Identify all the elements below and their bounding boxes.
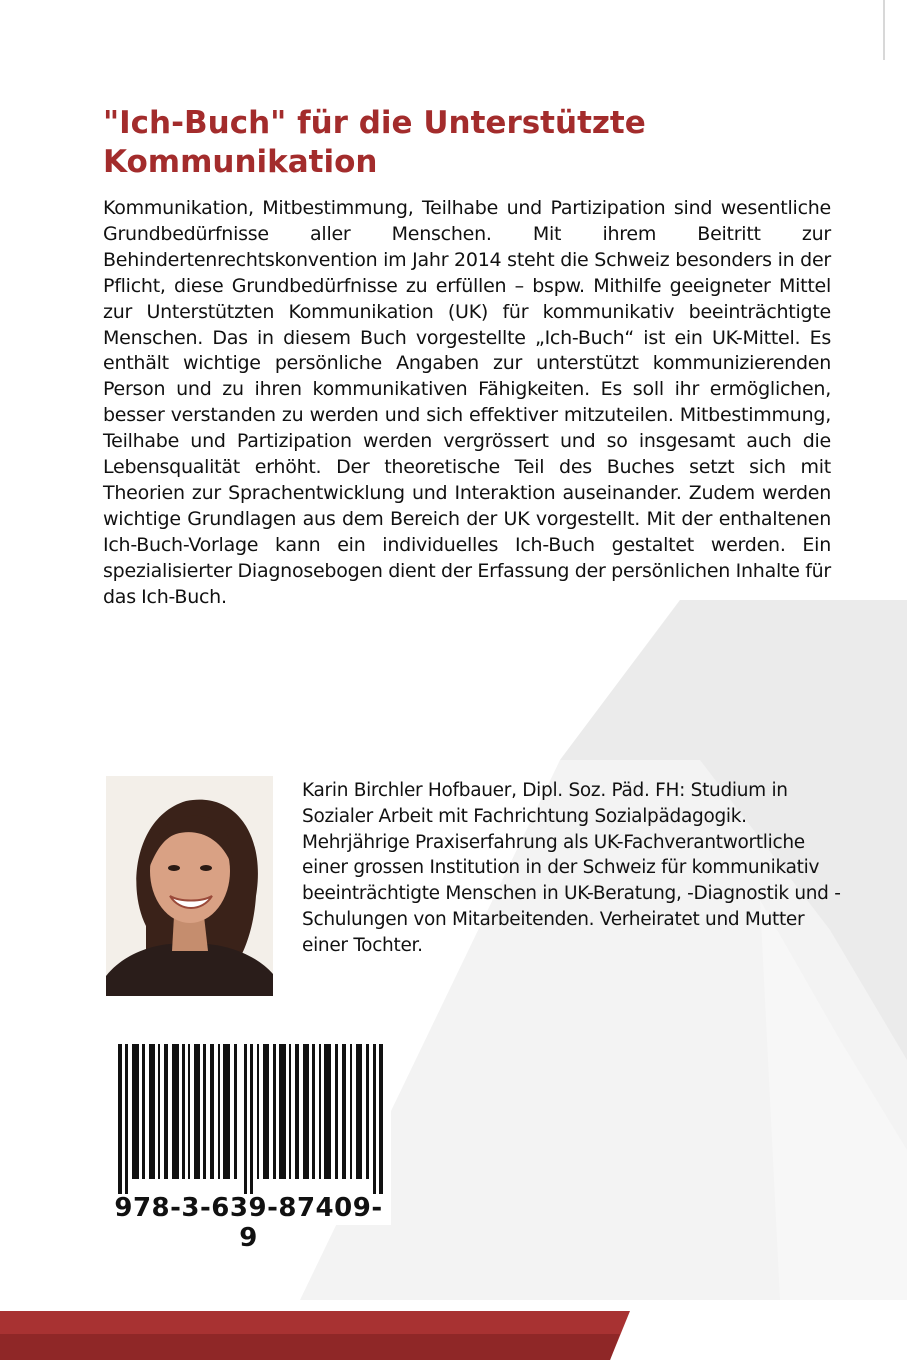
book-title: "Ich-Buch" für die Unterstützte Kommunikation (103, 105, 646, 180)
book-description: Kommunikation, Mitbestimmung, Teilhabe und Partizipation sind wesentliche Grundbedürfnisse aller Menschen. Mit ihrem Beitritt zur Behindertenrechtskonvention im Jahr 2014 steht die Schweiz besonders in der Pflicht, diese Grundbedürfnisse zu erfüllen – bspw. Mithilfe geeigneter Mittel zur Unterstützten Kommunikation (UK) für kommunikativ beeinträchtigte Menschen. Das in diesem Buch vorgestellte „Ich-Buch“ ist ein UK-Mittel. Es enthält wichtige persönliche Angaben zur unterstützt kommunizierenden Person und zu ihren kommunikativen Fähigkeiten. Es soll ihr ermöglichen, besser verstanden zu werden und sich effektiver mitzuteilen. Mitbestimmung, Teilhabe und Partizipation werden vergrössert und so insgesamt auch die Lebensqualität erhöht. Der theoretische Teil des Buches setzt sich mit Theorien zur Sprachentwicklung und Interaktion auseinander. Zudem werden wichtige Grundlagen aus dem Bereich der UK vorgestellt. Mit der enthaltenen Ich-Buch-Vorlage kann ein individuelles Ich-Buch gestaltet werden. Ein spezialisierter Diagnosebogen dient der Erfassung der persönlichen Inhalte für das Ich-Buch. (103, 197, 831, 608)
author-bio: Karin Birchler Hofbauer, Dipl. Soz. Päd. FH: Studium in Sozialer Arbeit mit Fachrichtung Sozialpädagogik. Mehrjährige Praxiserfahrung als UK-Fachverantwortliche einer grossen Institution in der Schweiz für kommunikativ beeinträchtigte Menschen in UK-Beratung, -Diagnostik und -Schulungen von Mitarbeitenden. Verheiratet und Mutter einer Tochter. (302, 780, 841, 956)
isbn-number: 978-3-639-87409-9 (114, 1193, 383, 1253)
red-band-shadow (0, 1334, 620, 1360)
barcode-bars (116, 1044, 384, 1194)
author-photo (106, 776, 273, 996)
isbn-barcode (106, 1030, 391, 1253)
top-right-rule (883, 0, 885, 60)
